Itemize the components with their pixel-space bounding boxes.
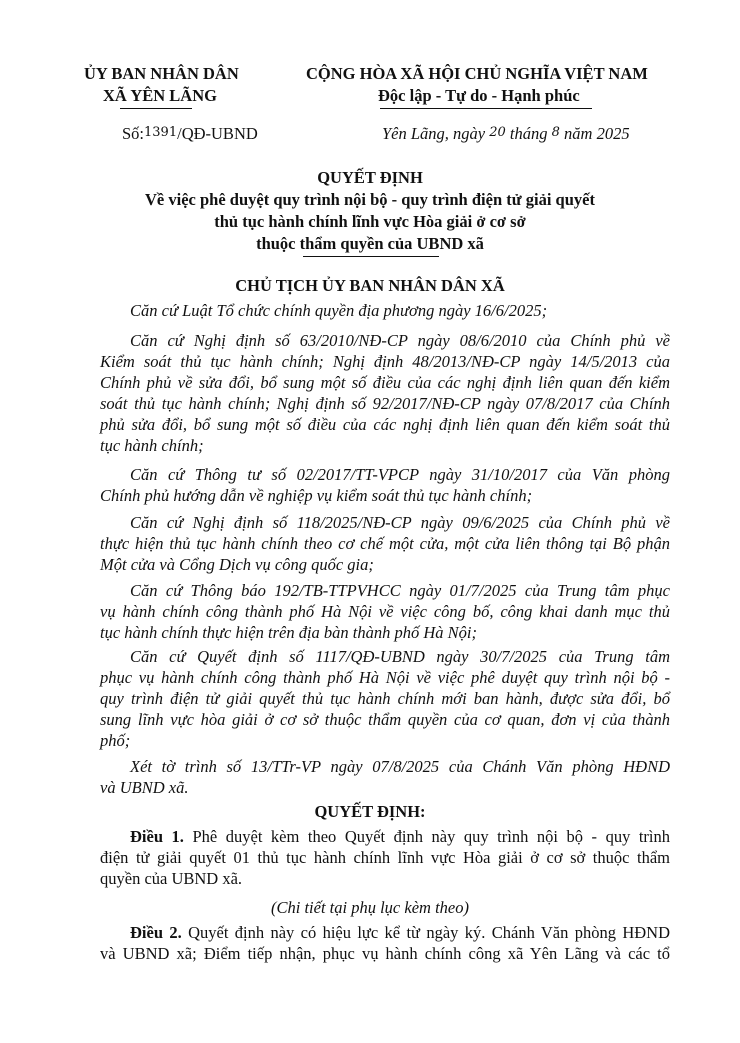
issuer-underline — [120, 108, 192, 109]
legal-basis-6: Căn cứ Quyết định số 1117/QĐ-UBND ngày 30/7/2025 của Trung tâm phục vụ hành chính công thành phố Hà Nội về việc phê duyệt quy trình nội bộ - quy trình điện tử giải quyết thủ tục hành chính mới ban hành, được sửa đổi, bổ sung lĩnh vực hòa giải ở cơ sở thuộc thẩm quyền của cơ quan, đơn vị của thành phố; — [100, 647, 670, 750]
decision-heading: QUYẾT ĐỊNH: — [314, 802, 426, 821]
title-underline — [303, 256, 439, 257]
legal-basis-5: Căn cứ Thông báo 192/TB-TTPVHCC ngày 01/7/2025 của Trung tâm phục vụ hành chính công thành phố Hà Nội về việc công bố, công khai danh mục thủ tục hành chính thực hiện trên địa bàn thành phố Hà Nội; — [100, 581, 670, 642]
title-subject-line1: Về việc phê duyệt quy trình nội bộ - quy trình điện tử giải quyết — [145, 190, 595, 209]
article-1-label: Điều 1. — [130, 827, 184, 846]
document-date: Yên Lãng, ngày 20 tháng 8 năm 2025 — [382, 124, 630, 143]
title-subject-line2: thủ tục hành chính lĩnh vực Hòa giải ở cơ sở — [214, 212, 526, 231]
handwritten-number: 1391 — [144, 125, 178, 140]
issuer-name: ỦY BAN NHÂN DÂN — [84, 64, 239, 83]
legal-basis-3: Căn cứ Thông tư số 02/2017/TT-VPCP ngày 31/10/2017 của Văn phòng Chính phủ hướng dẫn về nghiệp vụ kiểm soát thủ tục hành chính; — [100, 465, 670, 505]
title-subject-line3: thuộc thẩm quyền của UBND xã — [256, 234, 484, 253]
national-motto: Độc lập - Tự do - Hạnh phúc — [378, 86, 580, 105]
legal-basis-2: Căn cứ Nghị định số 63/2010/NĐ-CP ngày 08/6/2010 của Chính phủ về Kiểm soát thủ tục hành chính; Nghị định 48/2013/NĐ-CP ngày 14/5/2013 của Chính phủ về sửa đổi, bổ sung một số điều của các nghị định liên quan đến kiểm soát thủ tục hành chính; Nghị định số 92/2017/NĐ-CP ngày 07/8/2017 của Chính phủ sửa đổi, bổ sung một số điều của các nghị định liên quan đến kiểm soát thủ tục hành chính; — [100, 331, 670, 455]
appendix-note: (Chi tiết tại phụ lục kèm theo) — [271, 898, 469, 917]
article-2-label: Điều 2. — [130, 923, 182, 942]
handwritten-day: 20 — [489, 125, 506, 140]
issuing-authority: CHỦ TỊCH ỦY BAN NHÂN DÂN XÃ — [235, 276, 505, 295]
document-title: QUYẾT ĐỊNH — [317, 168, 423, 187]
article-2: Điều 2. Quyết định này có hiệu lực kể từ ngày ký. Chánh Văn phòng HĐND và UBND xã; Điểm tiếp nhận, phục vụ hành chính công xã Yên Lãng và các tổ — [100, 923, 671, 963]
article-1: Điều 1. Phê duyệt kèm theo Quyết định này quy trình nội bộ - quy trình điện tử giải quyết 01 thủ tục hành chính lĩnh vực Hòa giải ở cơ sở thuộc thẩm quyền của UBND xã. — [100, 827, 671, 888]
motto-underline — [380, 108, 592, 109]
national-title: CỘNG HÒA XÃ HỘI CHỦ NGHĨA VIỆT NAM — [306, 64, 648, 83]
legal-basis-4: Căn cứ Nghị định số 118/2025/NĐ-CP ngày 09/6/2025 của Chính phủ về thực hiện thủ tục hành chính theo cơ chế một cửa, một cửa liên thông tại Bộ phận Một cửa và Cổng Dịch vụ công quốc gia; — [100, 513, 670, 574]
legal-basis-7: Xét tờ trình số 13/TTr-VP ngày 07/8/2025 của Chánh Văn phòng HĐND và UBND xã. — [100, 757, 670, 797]
handwritten-month: 8 — [551, 125, 560, 140]
document-number: Số:1391/QĐ-UBND — [122, 124, 258, 143]
issuer-commune: XÃ YÊN LÃNG — [103, 86, 217, 105]
legal-basis-1: Căn cứ Luật Tổ chức chính quyền địa phương ngày 16/6/2025; — [130, 301, 548, 320]
